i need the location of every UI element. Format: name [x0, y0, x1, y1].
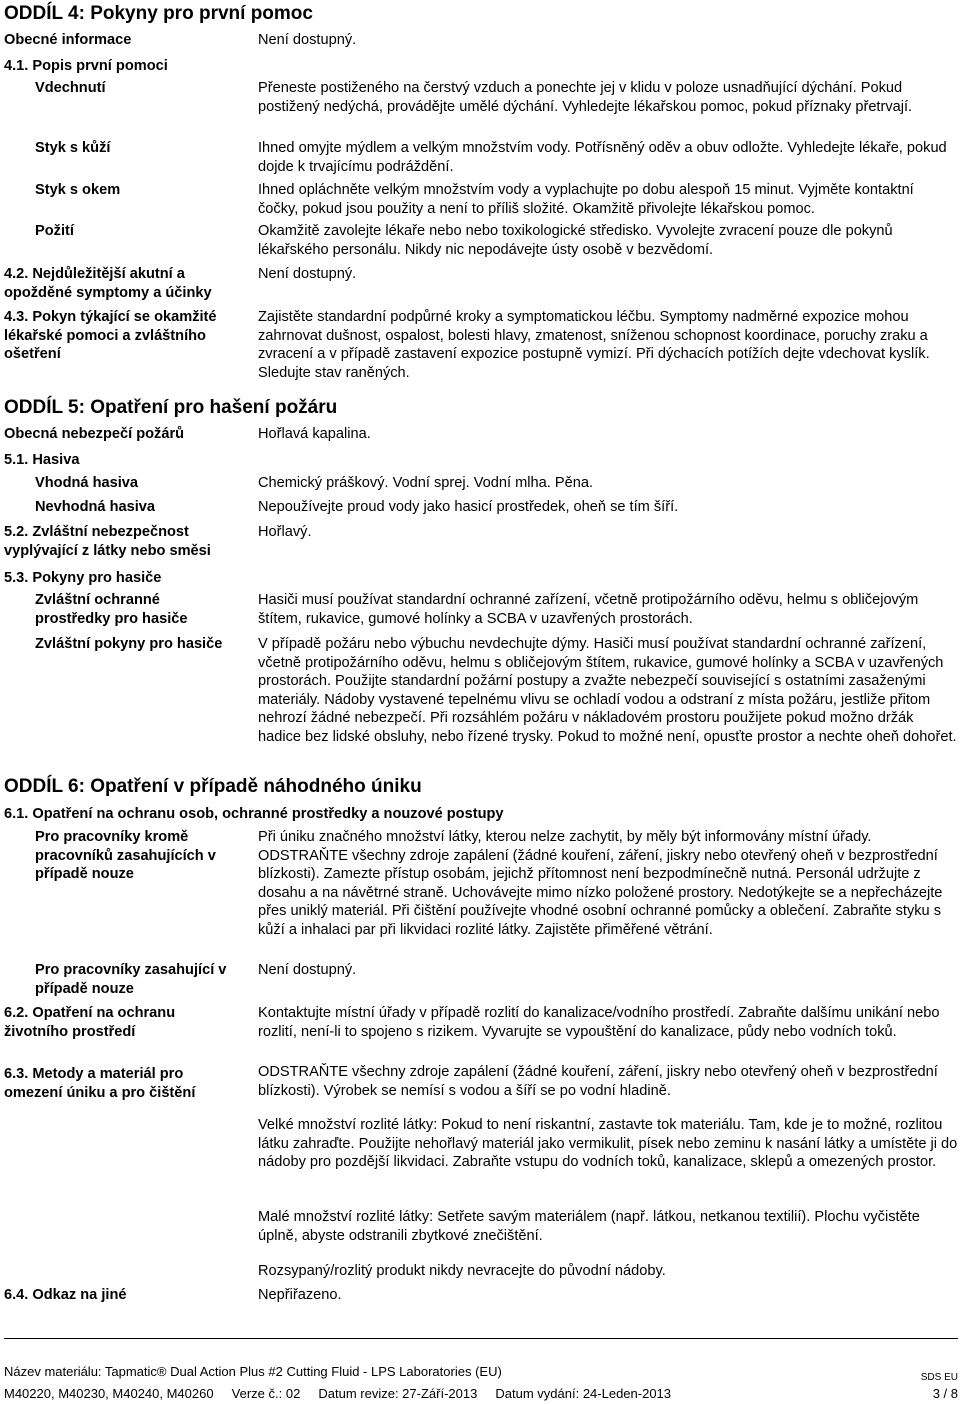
- emergency-responders-label: Pro pracovníky zasahující v případě nouze: [35, 962, 227, 997]
- suitable-media-value: Chemický práškový. Vodní sprej. Vodní mlha. Pěna.: [258, 475, 594, 491]
- fire-hazard-label: Obecná nebezpečí požárů: [4, 426, 185, 442]
- treatment-label: 4.3. Pokyn týkající se okamžité lékařské pomoci a zvláštního ošetření: [4, 309, 217, 362]
- extinguishing-media-heading: 5.1. Hasiva: [4, 452, 80, 468]
- protective-equipment-label: Zvláštní ochranné prostředky pro hasiče: [35, 592, 188, 627]
- containment-value-1: ODSTRAŇTE všechny zdroje zapálení (žádné kouření, záření, jiskry nebo otevřený oheň v bezprostřední blízkosti). Výrobek se nemísí s vodou a šíří se po vodní hladině.: [258, 1064, 938, 1099]
- special-hazards-value: Hořlavý.: [258, 524, 312, 540]
- ingestion-label: Požití: [35, 223, 74, 239]
- eye-value: Ihned opláchněte velkým množstvím vody a vyplachujte po dobu alespoň 15 minut. Vyjměte kontaktní čočky, pokud jsou použity a není to příliš složité. Okamžitě přivolejte lékařskou pomoc.: [258, 182, 914, 217]
- containment-value-3: Malé množství rozlité látky: Setřete savým materiálem (např. látkou, netkanou textilií). Plochu vyčistěte úplně, abyste odstranili zbytkové znečištění.: [258, 1209, 920, 1244]
- unsuitable-media-value: Nepoužívejte proud vody jako hasicí prostředek, oheň se tím šíří.: [258, 499, 679, 515]
- fire-hazard-value: Hořlavá kapalina.: [258, 426, 371, 442]
- reference-value: Nepřiřazeno.: [258, 1287, 342, 1303]
- symptoms-label: 4.2. Nejdůležitější akutní a opožděné symptomy a účinky: [4, 266, 212, 301]
- non-emergency-value: Při úniku značného množství látky, kterou nelze zachytit, by měly být informovány místní úřady. ODSTRAŇTE všechny zdroje zapálení (žádné kouření, záření, jiskry nebo otevřený oheň v bezprostřední blízkosti). Zamezte přístup osobám, jejichž přítomnost není bezpodmínečně nutná. Personál udržujte z dosahu a na návětrné straně. Uchovávejte mimo nízko položené prostory. Nedotýkejte se a nepřecházejte přes uniklý materiál. Při čištění používejte vhodné osobní ochranné pomůcky a oblečení. Zabraňte styku s kůží a inhalaci par při likvidaci rozlité látky. Zajistěte přiměřené větrání.: [258, 829, 943, 938]
- footer: [4, 1364, 958, 1404]
- section-5-title: ODDÍL 5: Opatření pro hašení požáru: [4, 397, 338, 418]
- footer-sds-label: SDS EU: [920, 1372, 958, 1383]
- footer-material-name: Název materiálu: Tapmatic® Dual Action Plus #2 Cutting Fluid - LPS Laboratories (EU): [4, 1364, 502, 1379]
- section-6-title: ODDÍL 6: Opatření v případě náhodného úniku: [4, 776, 422, 797]
- first-aid-heading: 4.1. Popis první pomoci: [4, 58, 168, 74]
- footer-divider: [4, 1338, 958, 1339]
- eye-label: Styk s okem: [35, 182, 121, 198]
- footer-page-number: 3 / 8: [932, 1386, 958, 1401]
- containment-label: 6.3. Metody a materiál pro omezení úniku a pro čištění: [4, 1066, 196, 1101]
- footer-revision-date: Datum revize: 27-Září-2013: [318, 1386, 478, 1401]
- containment-value-2: Velké množství rozlité látky: Pokud to není riskantní, zastavte tok materiálu. Tam, kde je to možné, rozlitou látku zahraďte. Použijte nehořlavý materiál jako vermikulit, písek nebo zeminu k nasání látky a umístěte ji do nádoby pro pozdější likvidaci. Zabraňte vstupu do vodních toků, kanalizace, sklepů a omezených prostor.: [258, 1117, 958, 1170]
- personal-precautions-heading: 6.1. Opatření na ochranu osob, ochranné prostředky a nouzové postupy: [4, 806, 504, 822]
- inhalation-value: Přeneste postiženého na čerstvý vzduch a ponechte jej v klidu v poloze usnadňující dýchání. Pokud postižený nedýchá, provádějte umělé dýchání. Vyhledejte lékařskou pomoc, pokud příznaky přetrvají.: [258, 80, 913, 115]
- inhalation-label: Vdechnutí: [35, 80, 106, 96]
- symptoms-value: Není dostupný.: [258, 266, 357, 282]
- special-hazards-label: 5.2. Zvláštní nebezpečnost vyplývající z látky nebo směsi: [4, 524, 211, 559]
- footer-codes: [4, 1386, 671, 1402]
- skin-value: Ihned omyjte mýdlem a velkým množstvím vody. Potřísněný oděv a obuv odložte. Vyhledejte lékaře, pokud dojde k trvajícímu podráždění.: [258, 140, 947, 175]
- skin-label: Styk s kůží: [35, 140, 111, 156]
- footer-version: Verze č.: 02: [231, 1386, 301, 1401]
- treatment-value: Zajistěte standardní podpůrné kroky a symptomatickou léčbu. Symptomy nadměrné expozice mohou zahrnovat dušnost, ospalost, bolesti hlavy, zmatenost, sníženou schopnost koordinace, poruchy zraku a zvracení a v případě zastavení expozice postupně vymizí. Při dýchacích potížích dejte vdechovat kyslík. Sledujte stav raněných.: [258, 309, 930, 381]
- firefighting-instructions-label: Zvláštní pokyny pro hasiče: [35, 636, 223, 652]
- non-emergency-label: Pro pracovníky kromě pracovníků zasahujících v případě nouze: [35, 829, 216, 882]
- emergency-responders-value: Není dostupný.: [258, 962, 357, 978]
- unsuitable-media-label: Nevhodná hasiva: [35, 499, 156, 515]
- ingestion-value: Okamžitě zavolejte lékaře nebo nebo toxikologické středisko. Vyvolejte zvracení pouze dle pokynů lékařského personálu. Nikdy nic nepodávejte ústy osobě v bezvědomí.: [258, 223, 893, 258]
- containment-value-4: Rozsypaný/rozlitý produkt nikdy nevracejte do původní nádoby.: [258, 1263, 666, 1279]
- firefighters-heading: 5.3. Pokyny pro hasiče: [4, 570, 162, 586]
- general-info-label: Obecné informace: [4, 32, 132, 48]
- footer-product-codes: M40220, M40230, M40240, M40260: [4, 1386, 214, 1401]
- reference-label: 6.4. Odkaz na jiné: [4, 1287, 127, 1303]
- environmental-value: Kontaktujte místní úřady v případě rozlití do kanalizace/vodního prostředí. Zabraňte dalšímu unikání nebo rozlití, není-li to spojeno s rizikem. Vyvarujte se vypouštění do kanalizace, půdy nebo vodních toků.: [258, 1005, 940, 1040]
- section-4-title: ODDÍL 4: Pokyny pro první pomoc: [4, 3, 313, 24]
- footer-issue-date: Datum vydání: 24-Leden-2013: [495, 1386, 672, 1401]
- firefighting-instructions-value: V případě požáru nebo výbuchu nevdechujte dýmy. Hasiči musí používat standardní ochranné zařízení, včetně protipožárního oděvu, helmu s obličejovým štítem, rukavice, gumové holínky a SCBA v uzavřených prostorách. Použijte standardní požární postupy a zvažte nebezpečí související s ostatními zasaženými materiály. Nádoby vystavené tepelnému vlivu se ochladí vodou a odstraní z místa požáru, jestliže přitom nehrozí žádné nebezpečí. Při rozsáhlém požáru v nákladovém prostoru použijete pokud možno držák hadice bez lidské obsluhy, nebo řízené trysky. Pokud to možné není, opusťte prostor a nechte oheň dohořet.: [258, 636, 957, 745]
- protective-equipment-value: Hasiči musí používat standardní ochranné zařízení, včetně protipožárního oděvu, helmu s obličejovým štítem, rukavice, gumové holínky a SCBA v uzavřených prostorách.: [258, 592, 919, 627]
- environmental-label: 6.2. Opatření na ochranu životního prostředí: [4, 1005, 176, 1040]
- suitable-media-label: Vhodná hasiva: [35, 475, 138, 491]
- general-info-value: Není dostupný.: [258, 32, 357, 48]
